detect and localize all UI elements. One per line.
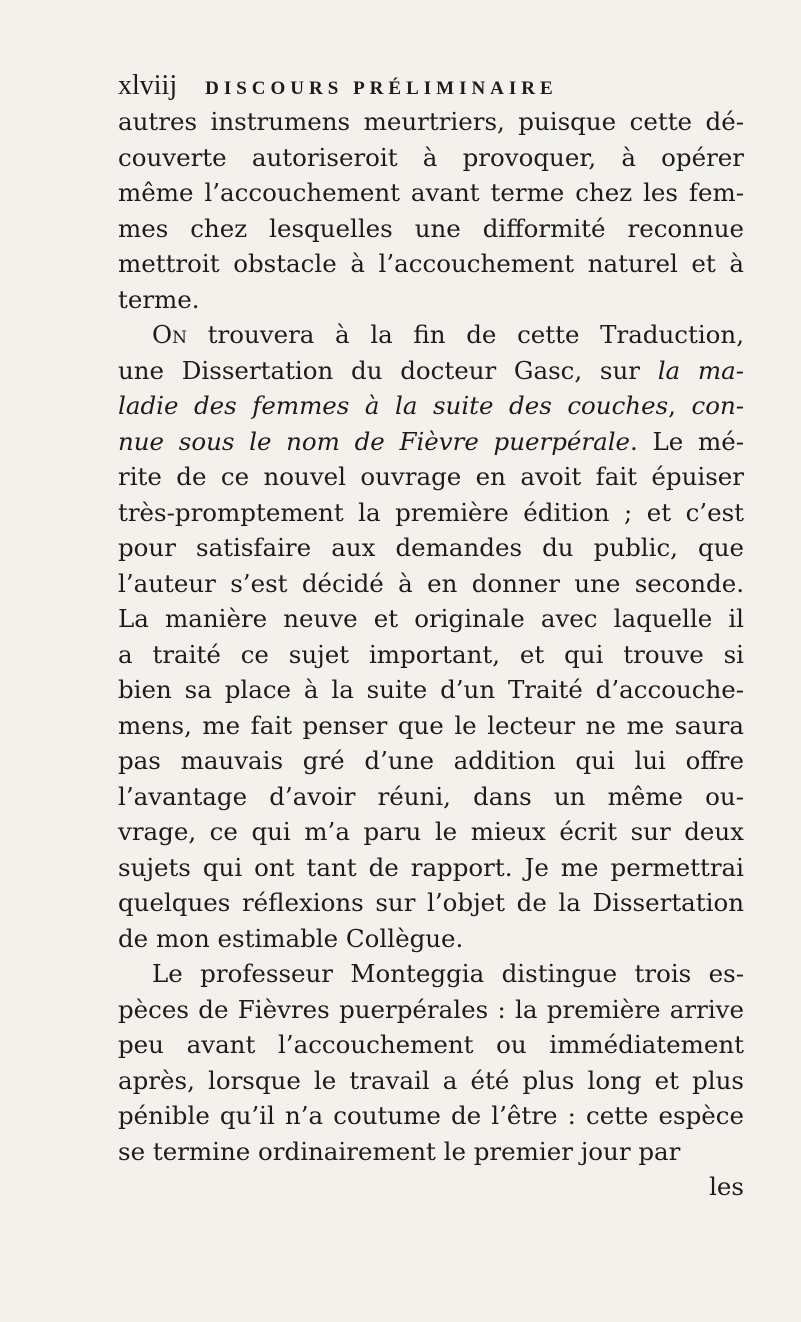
text-segment: ladie des femmes à la suite des couches bbox=[118, 391, 669, 420]
text-line bbox=[118, 956, 744, 992]
text-segment: sujets qui ont tant de rapport. Je me permettrai bbox=[118, 852, 744, 882]
text-line bbox=[118, 246, 744, 282]
text-segment: . Le mé- bbox=[630, 426, 744, 456]
text-line bbox=[118, 175, 744, 211]
text-line bbox=[118, 1134, 744, 1170]
text-line bbox=[118, 317, 744, 353]
text-line bbox=[118, 1063, 744, 1099]
text-segment: quelques réflexions sur l’objet de la Dissertation bbox=[118, 888, 744, 917]
text-line bbox=[118, 814, 744, 850]
text-line bbox=[118, 743, 744, 779]
text-segment: de mon estimable Collègue. bbox=[118, 923, 464, 953]
text-segment: la ma- bbox=[657, 355, 744, 385]
body-text bbox=[118, 104, 744, 1205]
text-segment: après, lorsque le travail a été plus long et plus bbox=[118, 1065, 744, 1095]
catchword: les bbox=[709, 1172, 744, 1201]
text-segment: bien sa place à la suite d’un Traité d’accouche- bbox=[118, 675, 744, 704]
text-segment: On bbox=[152, 320, 187, 349]
text-line bbox=[118, 885, 744, 921]
text-segment: rite de ce nouvel ouvrage en avoit fait épuiser bbox=[118, 462, 744, 491]
text-segment: nue sous le nom de Fièvre puerpérale bbox=[118, 426, 631, 456]
text-segment: terme. bbox=[118, 284, 200, 314]
text-line bbox=[118, 992, 744, 1028]
text-segment: même l’accouchement avant terme chez les fem- bbox=[118, 178, 744, 207]
page-number: xlviij bbox=[118, 70, 178, 101]
text-segment: autres instrumens meurtriers, puisque cette dé- bbox=[118, 107, 744, 136]
text-line bbox=[118, 708, 744, 744]
text-segment: a traité ce sujet important, et qui trouve si bbox=[118, 639, 744, 669]
text-segment: La manière neuve et originale avec laquelle il bbox=[118, 604, 744, 633]
text-segment: con- bbox=[691, 391, 744, 420]
text-line bbox=[118, 779, 744, 815]
text-segment: trouvera à la fin de cette Traduction, bbox=[186, 320, 744, 349]
text-segment: vrage, ce qui m’a paru le mieux écrit sur deux bbox=[118, 817, 744, 846]
text-line bbox=[118, 672, 744, 708]
text-line bbox=[118, 1027, 744, 1063]
text-line bbox=[118, 530, 744, 566]
text-segment: couverte autoriseroit à provoquer, à opérer bbox=[118, 142, 744, 172]
text-line bbox=[118, 388, 744, 424]
text-segment: se termine ordinairement le premier jour par bbox=[118, 1136, 681, 1166]
text-segment: l’avantage d’avoir réuni, dans un même ou- bbox=[118, 781, 744, 811]
text-line bbox=[118, 850, 744, 886]
text-line bbox=[118, 424, 744, 460]
text-line bbox=[118, 353, 744, 389]
text-segment: peu avant l’accouchement ou immédiatement bbox=[118, 1030, 744, 1059]
text-line bbox=[118, 921, 744, 957]
text-segment: mens, me fait penser que le lecteur ne me saura bbox=[118, 710, 744, 740]
text-segment: pèces de Fièvres puerpérales : la première arrive bbox=[118, 994, 744, 1024]
text-segment: très-promptement la première édition ; et c’est bbox=[118, 497, 744, 527]
text-line bbox=[118, 104, 744, 140]
text-line bbox=[118, 282, 744, 318]
text-line bbox=[118, 1098, 744, 1134]
text-segment: pas mauvais gré d’une addition qui lui offre bbox=[118, 746, 744, 775]
text-line bbox=[118, 601, 744, 637]
text-line bbox=[118, 211, 744, 247]
text-line bbox=[118, 459, 744, 495]
running-title: DISCOURS PRÉLIMINAIRE bbox=[205, 78, 558, 99]
text-line bbox=[118, 495, 744, 531]
text-segment: pénible qu’il n’a coutume de l’être : cette espèce bbox=[118, 1101, 744, 1130]
text-segment: mettroit obstacle à l’accouchement naturel et à bbox=[118, 249, 744, 278]
text-line bbox=[118, 637, 744, 673]
text-line bbox=[118, 140, 744, 176]
text-line bbox=[118, 566, 744, 602]
text-segment: pour satisfaire aux demandes du public, que bbox=[118, 533, 744, 562]
text-segment: , bbox=[668, 391, 692, 420]
text-segment: l’auteur s’est décidé à en donner une seconde. bbox=[118, 568, 744, 598]
text-segment: mes chez lesquelles une difformité reconnue bbox=[118, 213, 744, 243]
text-segment: Le professeur Monteggia distingue trois es- bbox=[152, 959, 744, 988]
text-segment: une Dissertation du docteur Gasc, sur bbox=[118, 355, 658, 385]
